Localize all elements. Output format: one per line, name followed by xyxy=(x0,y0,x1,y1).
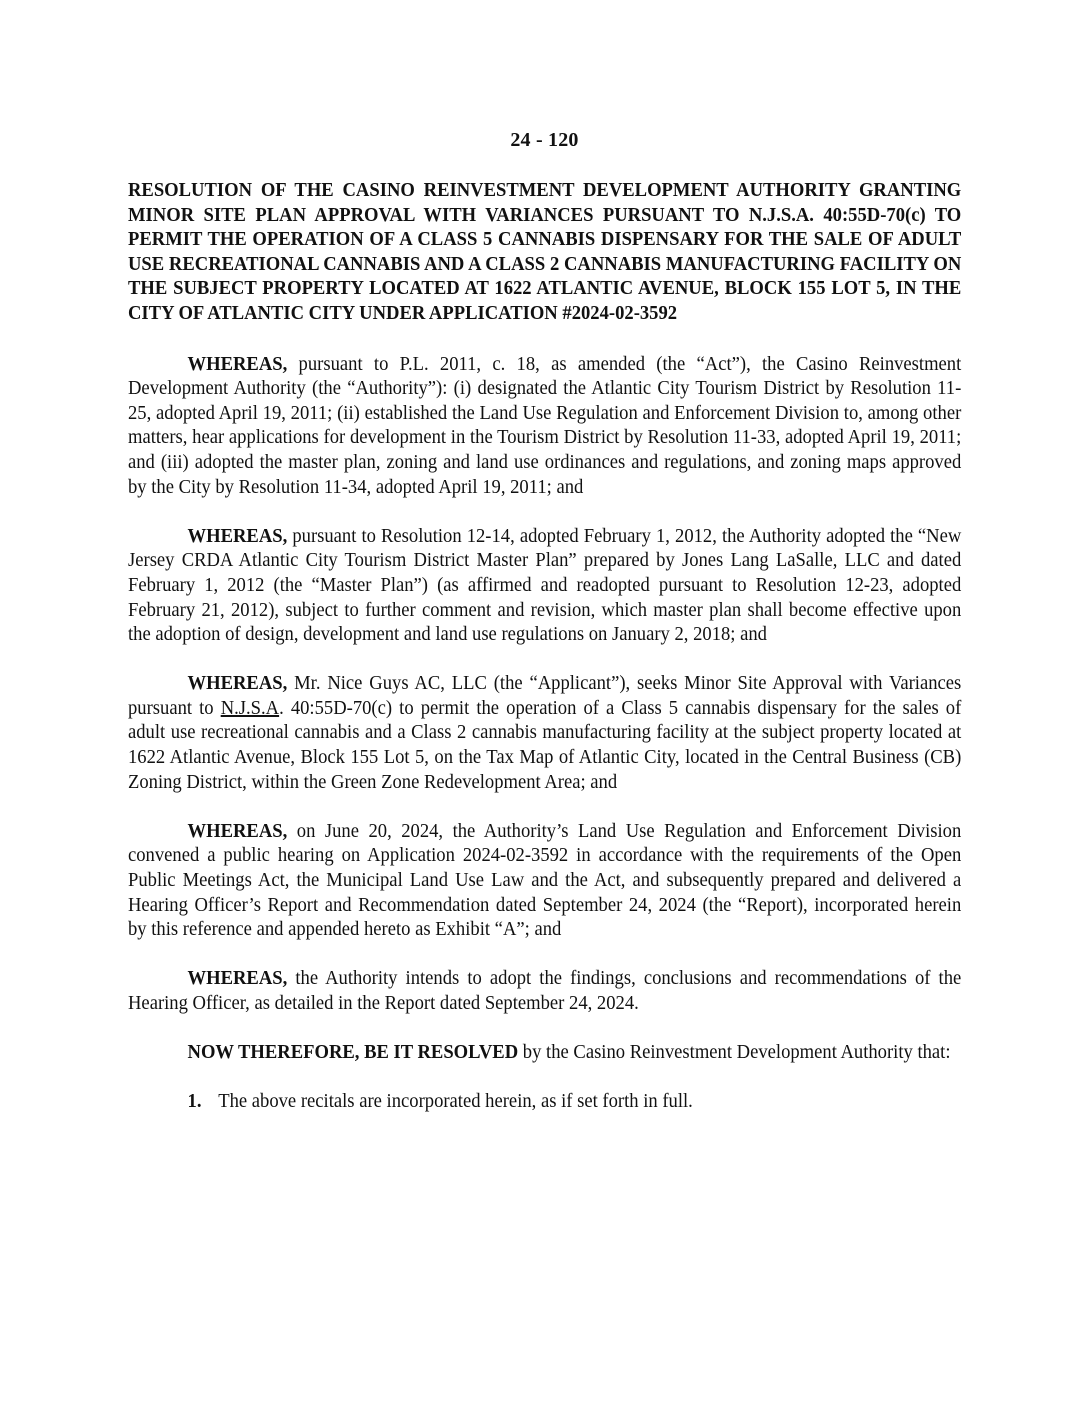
document-page xyxy=(128,128,961,1114)
resolution-item xyxy=(128,1089,1021,1114)
recital-paragraph xyxy=(128,671,961,794)
whereas-label: WHEREAS, xyxy=(187,672,288,695)
recital-text: the Authority intends to adopt the findings, conclusions and recommendations of the Hearing Officer, as detailed in the Report dated September 24, 2024. xyxy=(128,967,962,1014)
item-text: The above recitals are incorporated herein, as if set forth in full. xyxy=(218,1090,693,1113)
recital-paragraph xyxy=(128,352,961,500)
recital-paragraph xyxy=(128,819,961,942)
recital-text: . 40:55D-70(c) to permit the operation of a Class 5 cannabis dispensary for the sales of adult use recreational cannabis and a Class 2 cannabis manufacturing facility at the subject property located at 1622 Atlantic Avenue, Block 155 Lot 5, on the Tax Map of Atlantic City, located in the Central Business (CB) Zoning District, within the Green Zone Redevelopment Area; and xyxy=(128,696,962,793)
whereas-label: WHEREAS, xyxy=(187,819,288,842)
resolution-title: RESOLUTION OF THE CASINO REINVESTMENT DEVELOPMENT AUTHORITY GRANTING MINOR SITE PLAN APPROVAL WITH VARIANCES PURSUANT TO N.J.S.A. 40:55D-70(c) TO PERMIT THE OPERATION OF A CLASS 5 CANNABIS DISPENSARY FOR THE SALE OF ADULT USE RECREATIONAL CANNABIS AND A CLASS 2 CANNABIS MANUFACTURING FACILITY ON THE SUBJECT PROPERTY LOCATED AT 1622 ATLANTIC AVENUE, BLOCK 155 LOT 5, IN THE CITY OF ATLANTIC CITY UNDER APPLICATION #2024-02-3592 xyxy=(128,179,962,324)
item-number: 1. xyxy=(187,1090,202,1113)
recital-text: pursuant to Resolution 12-14, adopted February 1, 2012, the Authority adopted the “New Jersey CRDA Atlantic City Tourism District Master Plan” prepared by Jones Lang LaSalle, LLC and dated February 1, 2012 (the “Master Plan”) (as affirmed and readopted pursuant to Resolution 12-23, adopted February 21, 2012), subject to further comment and revision, which master plan shall become effective upon the adoption of design, development and land use regulations on January 2, 2018; and xyxy=(128,524,962,646)
resolved-clause xyxy=(128,1040,961,1065)
recital-text: on June 20, 2024, the Authority’s Land Use Regulation and Enforcement Division convened a public hearing on Application 2024-02-3592 in accordance with the requirements of the Open Public Meetings Act, the Municipal Land Use Law and the Act, and subsequently prepared and delivered a Hearing Officer’s Report and Recommendation dated September 24, 2024 (the “Report), incorporated herein by this reference and appended hereto as Exhibit “A”; and xyxy=(128,819,962,941)
resolved-label: NOW THEREFORE, BE IT RESOLVED xyxy=(187,1041,519,1064)
resolution-number: 24 - 120 xyxy=(510,129,579,151)
whereas-label: WHEREAS, xyxy=(187,524,288,547)
statute-citation: N.J.S.A xyxy=(220,696,280,719)
resolved-text: by the Casino Reinvestment Development Authority that: xyxy=(518,1041,951,1064)
whereas-label: WHEREAS, xyxy=(187,967,288,990)
recital-paragraph xyxy=(128,966,961,1015)
recital-paragraph xyxy=(128,524,961,647)
recital-text: pursuant to P.L. 2011, c. 18, as amended (the “Act”), the Casino Reinvestment Development Authority (the “Authority”): (i) designated the Atlantic City Tourism District by Resolution 11-25, adopted April 19, 2011; (ii) established the Land Use Regulation and Enforcement Division to, among other matters, hear applications for development in the Tourism District by Resolution 11-33, adopted April 19, 2011; and (iii) adopted the master plan, zoning and land use ordinances and regulations, and zoning maps approved by the City by Resolution 11-34, adopted April 19, 2011; and xyxy=(128,352,962,498)
whereas-label: WHEREAS, xyxy=(187,352,288,375)
recital-text: Mr. Nice Guys AC, LLC (the “Applicant”), seeks Minor Site Approval with Variances pursuant to xyxy=(128,672,962,719)
